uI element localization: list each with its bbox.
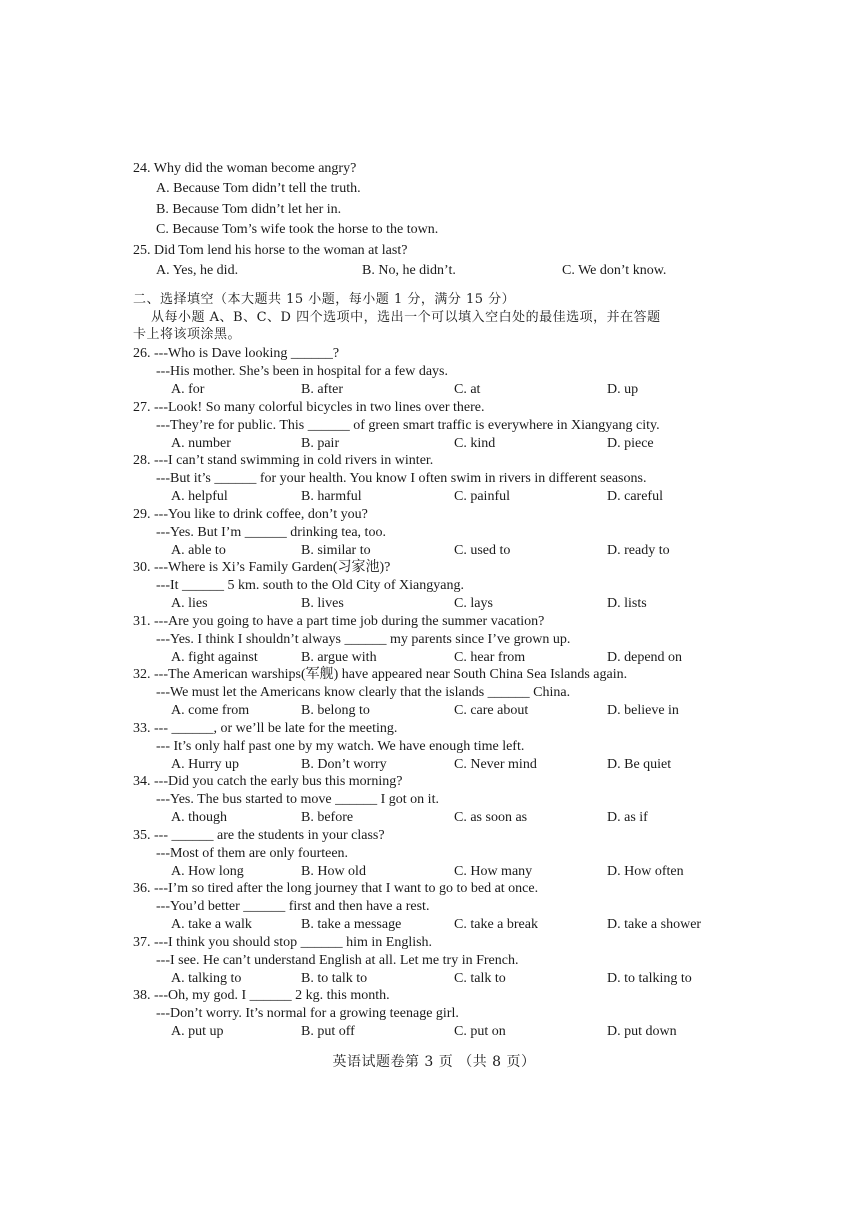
answer-option: A. take a walk: [171, 917, 252, 932]
answer-option: C. put on: [454, 1024, 506, 1039]
page-footer: 英语试题卷第 3 页 （共 8 页）: [332, 1054, 536, 1070]
question-stem: 29. ---You like to drink coffee, don’t you?: [133, 506, 368, 522]
answer-option: C. kind: [454, 435, 496, 451]
question-stem: 28. ---I can’t stand swimming in cold rivers in winter.: [133, 453, 434, 468]
answer-option: A. helpful: [171, 489, 228, 504]
question-reply: ---We must let the Americans know clearly that the islands ______ China.: [156, 685, 571, 700]
answer-option: A. though: [171, 810, 227, 825]
answer-option: A. able to: [171, 542, 226, 558]
answer-option: A. Hurry up: [171, 756, 240, 772]
answer-option: D. depend on: [607, 649, 683, 665]
section-instructions: 从每小题 A、B、C、D 四个选项中，选出一个可以填入空白处的最佳选项，并在答题: [151, 310, 661, 325]
answer-option: A. put up: [171, 1024, 224, 1039]
answer-option: B. belong to: [301, 703, 370, 718]
answer-option: A. lies: [171, 596, 208, 611]
option-24b: B. Because Tom didn’t let her in.: [156, 202, 342, 217]
answer-option: C. talk to: [454, 970, 506, 986]
option-25c: C. We don’t know.: [562, 263, 667, 278]
answer-option: A. How long: [171, 863, 244, 879]
question-reply: ---You’d better ______ first and then have a rest.: [156, 899, 430, 914]
question-reply: --- It’s only half past one by my watch. We have enough time left.: [156, 738, 525, 754]
answer-option: C. Never mind: [454, 756, 537, 772]
question-reply: ---Yes. But I’m ______ drinking tea, too.: [156, 524, 386, 540]
answer-option: D. up: [607, 382, 639, 397]
answer-option: D. careful: [607, 489, 663, 504]
answer-option: D. lists: [607, 596, 647, 611]
answer-option: C. as soon as: [454, 810, 528, 825]
option-24c: C. Because Tom’s wife took the horse to the town.: [156, 222, 439, 237]
question-25: 25. Did Tom lend his horse to the woman at last?: [133, 243, 408, 258]
answer-option: B. How old: [301, 863, 366, 879]
answer-option: C. How many: [454, 863, 533, 879]
question-reply: ---I see. He can’t understand English at all. Let me try in French.: [156, 952, 519, 968]
answer-option: D. believe in: [607, 703, 679, 718]
answer-option: B. similar to: [301, 542, 371, 558]
answer-option: C. lays: [454, 596, 493, 611]
answer-option: D. as if: [607, 810, 648, 825]
answer-option: D. piece: [607, 435, 654, 451]
answer-option: B. argue with: [301, 649, 377, 665]
option-24a: A. Because Tom didn’t tell the truth.: [156, 181, 361, 196]
question-stem: 31. ---Are you going to have a part time job during the summer vacation?: [133, 613, 545, 629]
answer-option: C. at: [454, 382, 481, 397]
question-reply: ---His mother. She’s been in hospital for a few days.: [156, 364, 448, 379]
answer-option: D. to talking to: [607, 970, 692, 986]
answer-option: A. talking to: [171, 970, 242, 986]
question-stem: 36. ---I’m so tired after the long journey that I want to go to bed at once.: [133, 881, 539, 896]
question-reply: ---Most of them are only fourteen.: [156, 845, 349, 861]
question-stem: 34. ---Did you catch the early bus this morning?: [133, 774, 403, 789]
question-reply: ---They’re for public. This ______ of green smart traffic is everywhere in Xiangyang city.: [156, 417, 660, 433]
option-25a: A. Yes, he did.: [156, 263, 239, 278]
answer-option: A. come from: [171, 703, 250, 718]
question-24: 24. Why did the woman become angry?: [133, 161, 357, 176]
question-stem: 27. ---Look! So many colorful bicycles in two lines over there.: [133, 399, 485, 415]
question-stem: 38. ---Oh, my god. I ______ 2 kg. this month.: [133, 988, 390, 1003]
answer-option: B. Don’t worry: [301, 756, 387, 772]
answer-option: D. ready to: [607, 542, 670, 558]
answer-option: B. to talk to: [301, 970, 368, 986]
answer-option: A. number: [171, 435, 231, 451]
section-heading: 二、选择填空（本大题共 15 小题，每小题 1 分，满分 15 分）: [133, 292, 516, 307]
answer-option: B. after: [301, 382, 343, 397]
answer-option: C. care about: [454, 703, 529, 718]
answer-option: B. before: [301, 810, 354, 825]
question-reply: ---Yes. I think I shouldn’t always ______ my parents since I’ve grown up.: [156, 631, 571, 647]
question-stem: 35. --- ______ are the students in your class?: [133, 827, 385, 843]
question-stem: 30. ---Where is Xi’s Family Garden(习家池)?: [133, 560, 391, 575]
answer-option: C. hear from: [454, 649, 526, 665]
question-reply: ---Yes. The bus started to move ______ I got on it.: [156, 792, 439, 807]
question-stem: 26. ---Who is Dave looking ______?: [133, 346, 340, 361]
answer-option: D. Be quiet: [607, 756, 672, 772]
question-reply: ---But it’s ______ for your health. You know I often swim in rivers in different seasons.: [156, 471, 647, 486]
answer-option: C. take a break: [454, 917, 538, 932]
question-stem: 32. ---The American warships(军舰) have appeared near South China Sea Islands again.: [133, 667, 628, 682]
option-25b: B. No, he didn’t.: [362, 263, 456, 278]
answer-option: D. put down: [607, 1024, 677, 1039]
question-reply: ---It ______ 5 km. south to the Old City of Xiangyang.: [156, 578, 464, 593]
question-stem: 33. --- ______, or we’ll be late for the meeting.: [133, 720, 398, 736]
answer-option: D. How often: [607, 863, 684, 879]
answer-option: B. harmful: [301, 489, 362, 504]
question-stem: 37. ---I think you should stop ______ him in English.: [133, 934, 433, 950]
section-instructions-cont: 卡上将该项涂黑。: [133, 327, 242, 342]
question-reply: ---Don’t worry. It’s normal for a growing teenage girl.: [156, 1006, 459, 1021]
answer-option: D. take a shower: [607, 917, 702, 932]
answer-option: B. take a message: [301, 917, 402, 932]
answer-option: A. fight against: [171, 649, 258, 665]
answer-option: B. lives: [301, 596, 344, 611]
answer-option: A. for: [171, 382, 205, 397]
answer-option: B. put off: [301, 1024, 355, 1039]
answer-option: C. used to: [454, 542, 511, 558]
answer-option: C. painful: [454, 489, 510, 504]
answer-option: B. pair: [301, 435, 340, 451]
